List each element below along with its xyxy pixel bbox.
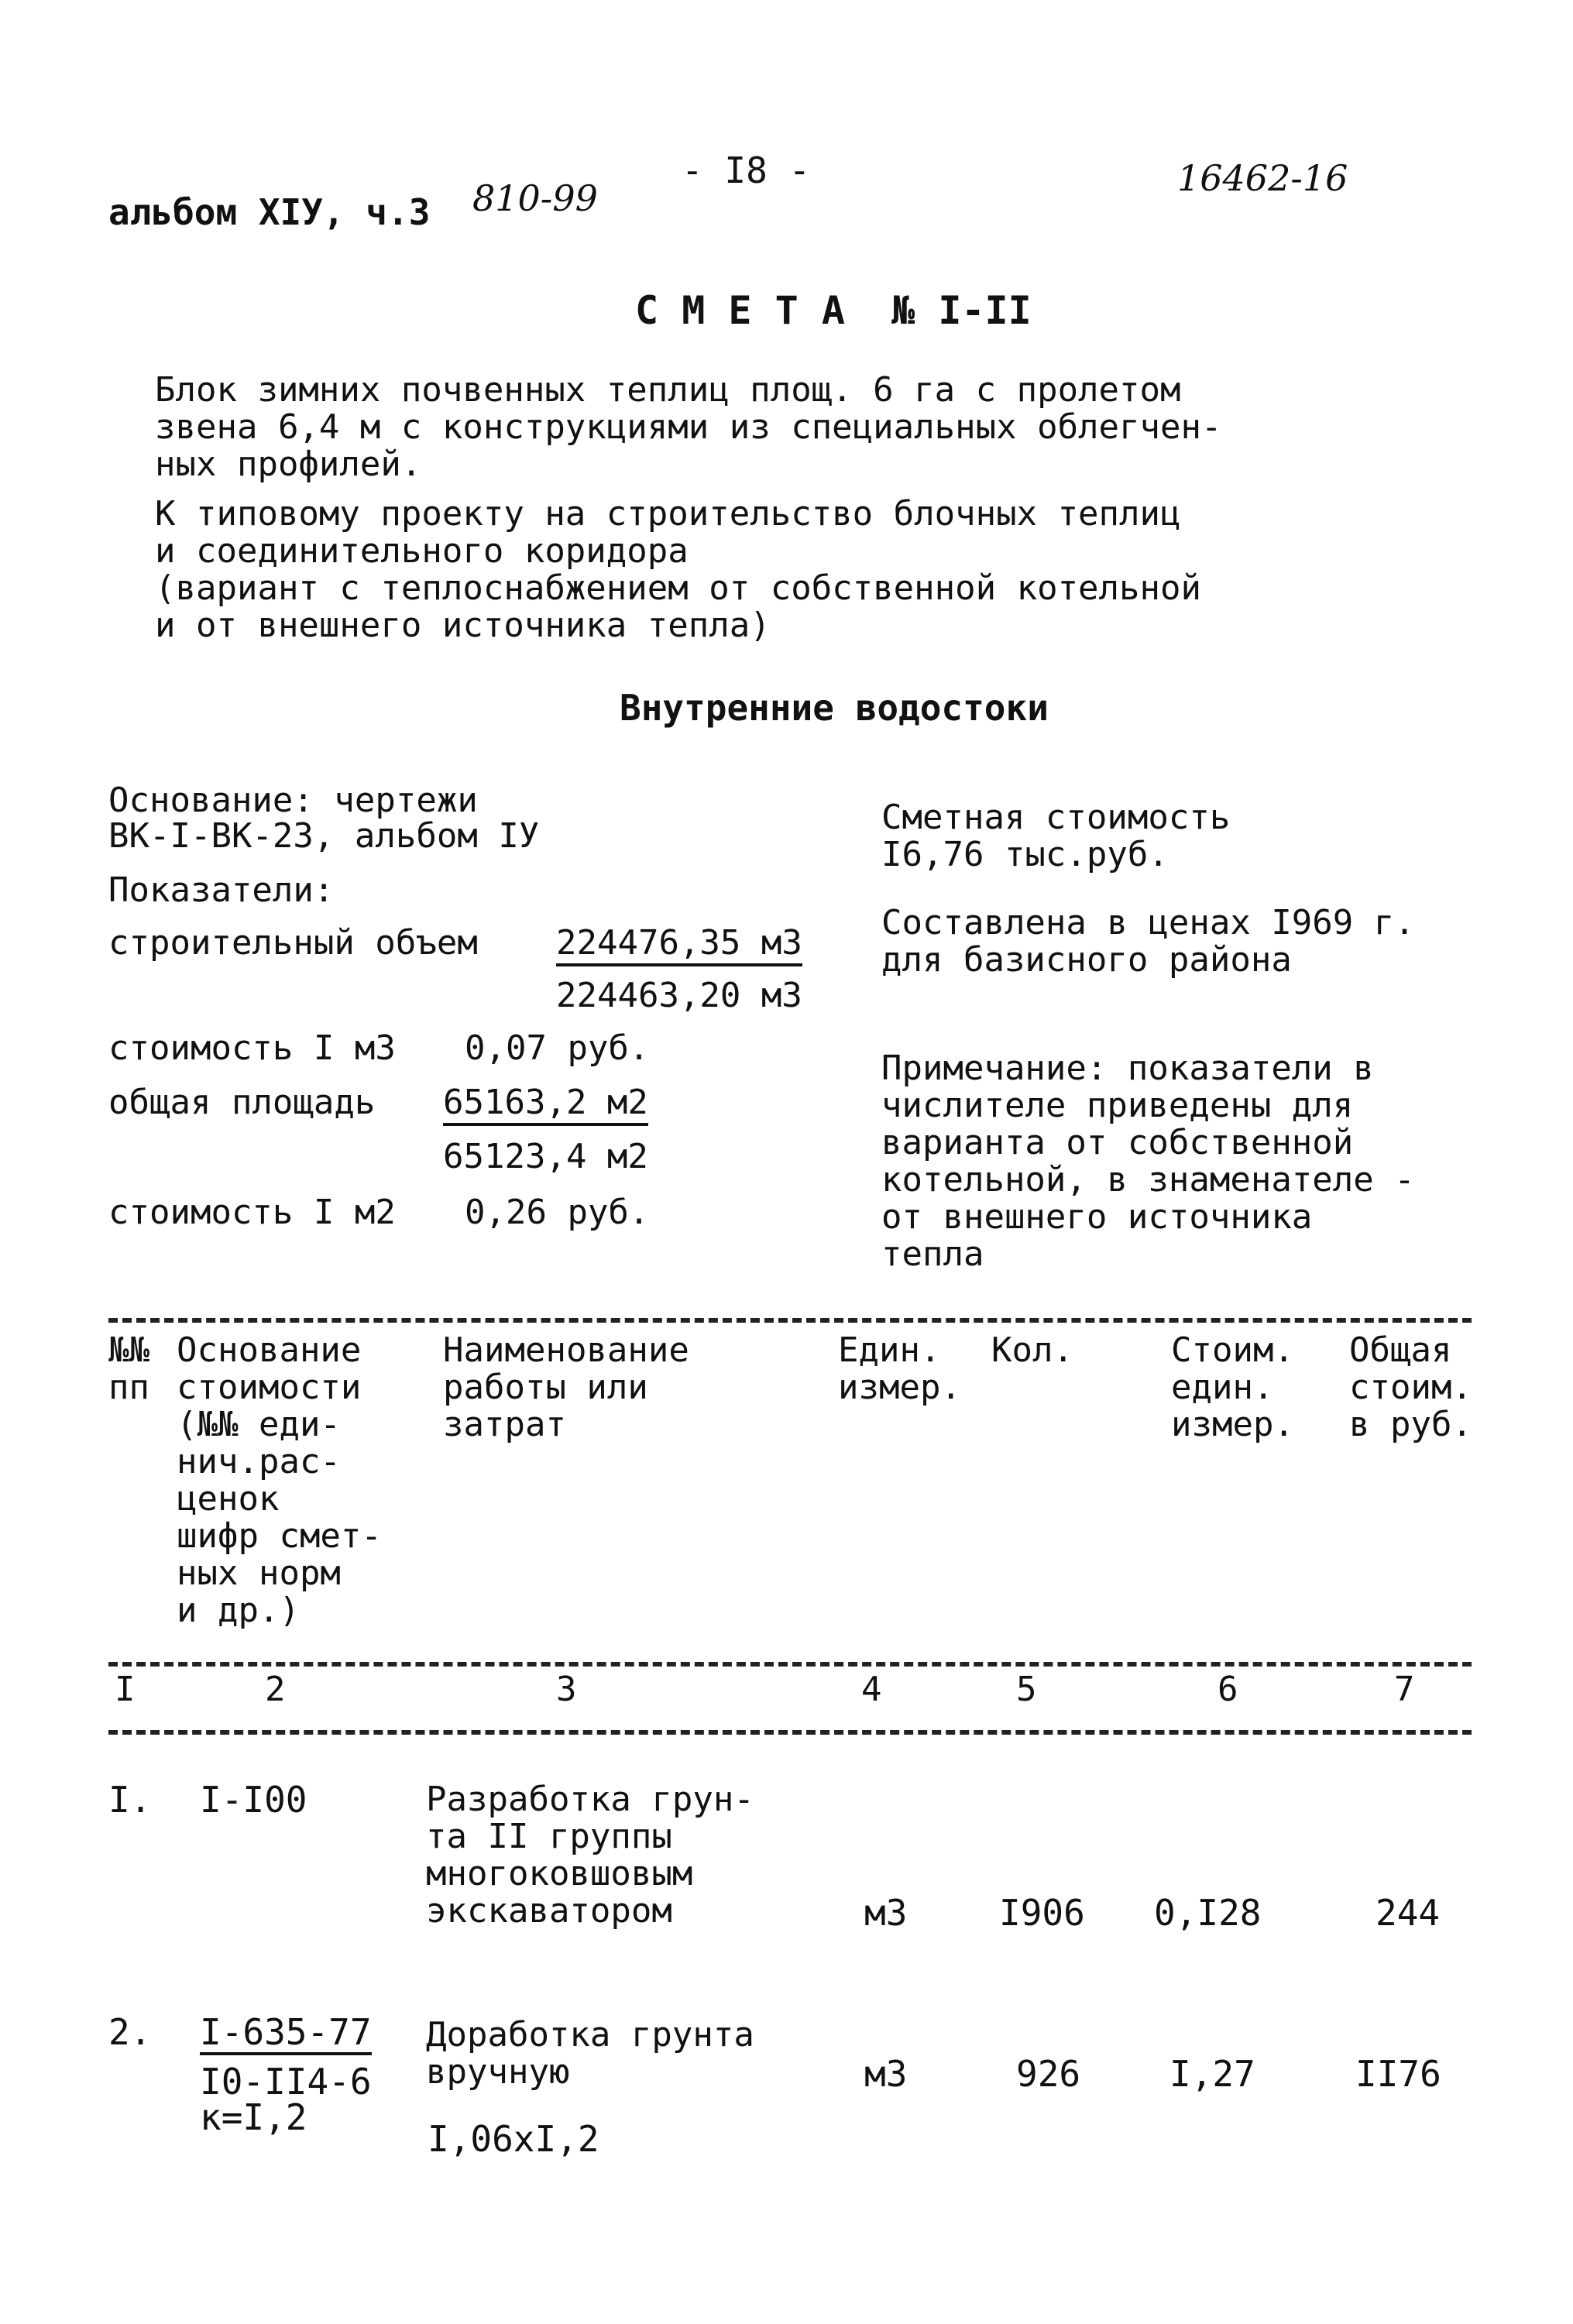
description [155, 372, 1222, 483]
row2-name [426, 2017, 754, 2091]
volume-label: строительный объем [108, 923, 478, 963]
header-cell: Общая [1349, 1330, 1452, 1370]
header-cell: Наименование [443, 1330, 689, 1370]
row1-num: I. [108, 1779, 152, 1821]
column-number-6: 6 [1218, 1670, 1238, 1709]
header-cell: стоим. [1349, 1368, 1472, 1407]
area-numerator: 65163,2 м2 [443, 1084, 648, 1126]
cost-m2-value: 0,26 руб. [465, 1193, 650, 1232]
document-number: 16462-16 [1177, 157, 1348, 199]
row1-unit-cost: 0,I28 [1154, 1892, 1262, 1934]
note [881, 1050, 1415, 1273]
note-line: от внешнего источника [881, 1197, 1313, 1237]
header-cell: затрат [443, 1405, 566, 1444]
description-line: звена 6,4 м с конструкциями из специальных облегчен- [155, 407, 1222, 447]
column-number-4: 4 [861, 1670, 882, 1709]
header-cell: стоимости [177, 1368, 362, 1407]
row1-name-line: многоковшовым [426, 1854, 693, 1893]
row2-name-line: вручную [426, 2052, 570, 2092]
header-cell: Стоим. [1171, 1330, 1294, 1370]
area-denominator: 65123,4 м2 [443, 1137, 648, 1176]
header-col6 [1171, 1332, 1294, 1443]
header-cell: Кол. [991, 1330, 1073, 1370]
row2-qty: 926 [1016, 2053, 1081, 2095]
table-top-divider [108, 1318, 1472, 1323]
header-cell: измер. [838, 1368, 961, 1407]
column-number-7: 7 [1394, 1670, 1415, 1709]
row2-unit: м3 [864, 2053, 908, 2095]
header-cell: Един. [838, 1330, 941, 1370]
header-cell: пп [108, 1368, 149, 1407]
project-line: (вариант с теплоснабжением от собственной котельной [155, 568, 1202, 608]
header-cell: ных норм [177, 1553, 341, 1593]
header-cell: в руб. [1349, 1405, 1472, 1444]
row2-coefficient: к=I,2 [200, 2096, 307, 2138]
cost-m3-value: 0,07 руб. [465, 1028, 650, 1068]
page-number: - I8 - [682, 149, 811, 191]
cost-m3-label: стоимость I м3 [108, 1028, 396, 1068]
project-line: К типовому проекту на строительство блочных теплиц [155, 494, 1181, 534]
header-cell: Основание [177, 1330, 362, 1370]
header-col1 [108, 1332, 149, 1406]
row2-num: 2. [108, 2011, 152, 2053]
header-col2 [177, 1332, 382, 1629]
indicators-label: Показатели: [108, 870, 335, 910]
row1-name [426, 1781, 754, 1930]
row1-basis: I-I00 [200, 1779, 307, 1821]
header-col3 [443, 1332, 689, 1443]
volume-numerator: 224476,35 м3 [556, 925, 802, 966]
header-cell: (№№ еди- [177, 1405, 341, 1444]
project-line: и от внешнего источника тепла) [155, 606, 771, 645]
header-cell: нич.рас- [177, 1442, 341, 1481]
header-col7 [1349, 1332, 1472, 1443]
row1-name-line: та II группы [426, 1817, 672, 1856]
row2-basis-secondary: I0-II4-6 [200, 2061, 372, 2103]
section-title: Внутренние водостоки [620, 687, 1049, 729]
project-line: и соединительного коридора [155, 531, 689, 571]
header-cell: един. [1171, 1368, 1274, 1407]
header-col4 [838, 1332, 961, 1406]
note-line: тепла [881, 1234, 984, 1274]
album-handwritten: 810-99 [472, 177, 598, 219]
header-cell: №№ [108, 1330, 149, 1370]
header-cell: ценок [177, 1479, 280, 1519]
row2-total: II76 [1355, 2053, 1441, 2095]
header-cell: шифр смет- [177, 1516, 382, 1556]
header-cell: измер. [1171, 1405, 1294, 1444]
note-line: котельной, в знаменателе - [881, 1160, 1415, 1200]
row2-basis-primary: I-635-77 [200, 2013, 372, 2055]
description-line: ных профилей. [155, 445, 422, 484]
prices-line1: Составлена в ценах I969 г. [881, 903, 1415, 942]
prices-line2: для базисного района [881, 940, 1292, 980]
note-line: числителе приведены для [881, 1086, 1354, 1125]
header-col5 [991, 1332, 1073, 1369]
volume-denominator: 224463,20 м3 [556, 976, 802, 1015]
row2-name-line: Доработка грунта [426, 2015, 754, 2055]
basis-line2: ВК-I-ВК-23, альбом IУ [108, 816, 540, 856]
note-line: варианта от собственной [881, 1123, 1354, 1162]
project-reference [155, 496, 1201, 644]
area-label: общая площадь [108, 1083, 376, 1122]
description-line: Блок зимних почвенных теплиц площ. 6 га с пролетом [155, 370, 1181, 410]
header-cell: работы или [443, 1368, 648, 1407]
column-number-1: I [115, 1670, 136, 1709]
row2-unit-cost: I,27 [1169, 2053, 1255, 2095]
album-label: альбом XIУ, ч.3 [108, 191, 431, 233]
estimated-cost-line1: Сметная стоимость [881, 798, 1231, 837]
row1-name-line: Разработка грун- [426, 1780, 754, 1819]
column-numbers-divider [108, 1730, 1472, 1735]
estimate-title: С М Е Т А № I-II [635, 288, 1032, 333]
estimated-cost-line2: I6,76 тыс.руб. [881, 835, 1169, 874]
note-line: Примечание: показатели в [881, 1049, 1374, 1088]
basis-line1: Основание: чертежи [108, 781, 478, 820]
row1-qty: I906 [999, 1892, 1085, 1934]
header-bottom-divider [108, 1662, 1472, 1667]
column-number-5: 5 [1016, 1670, 1037, 1709]
row2-formula: I,06xI,2 [428, 2118, 599, 2160]
row1-total: 244 [1376, 1892, 1441, 1934]
cost-m2-label: стоимость I м2 [108, 1193, 396, 1232]
row1-name-line: экскаватором [426, 1891, 672, 1931]
header-cell: и др.) [177, 1591, 300, 1630]
column-number-2: 2 [265, 1670, 286, 1709]
column-number-3: 3 [556, 1670, 577, 1709]
row1-unit: м3 [864, 1892, 908, 1934]
